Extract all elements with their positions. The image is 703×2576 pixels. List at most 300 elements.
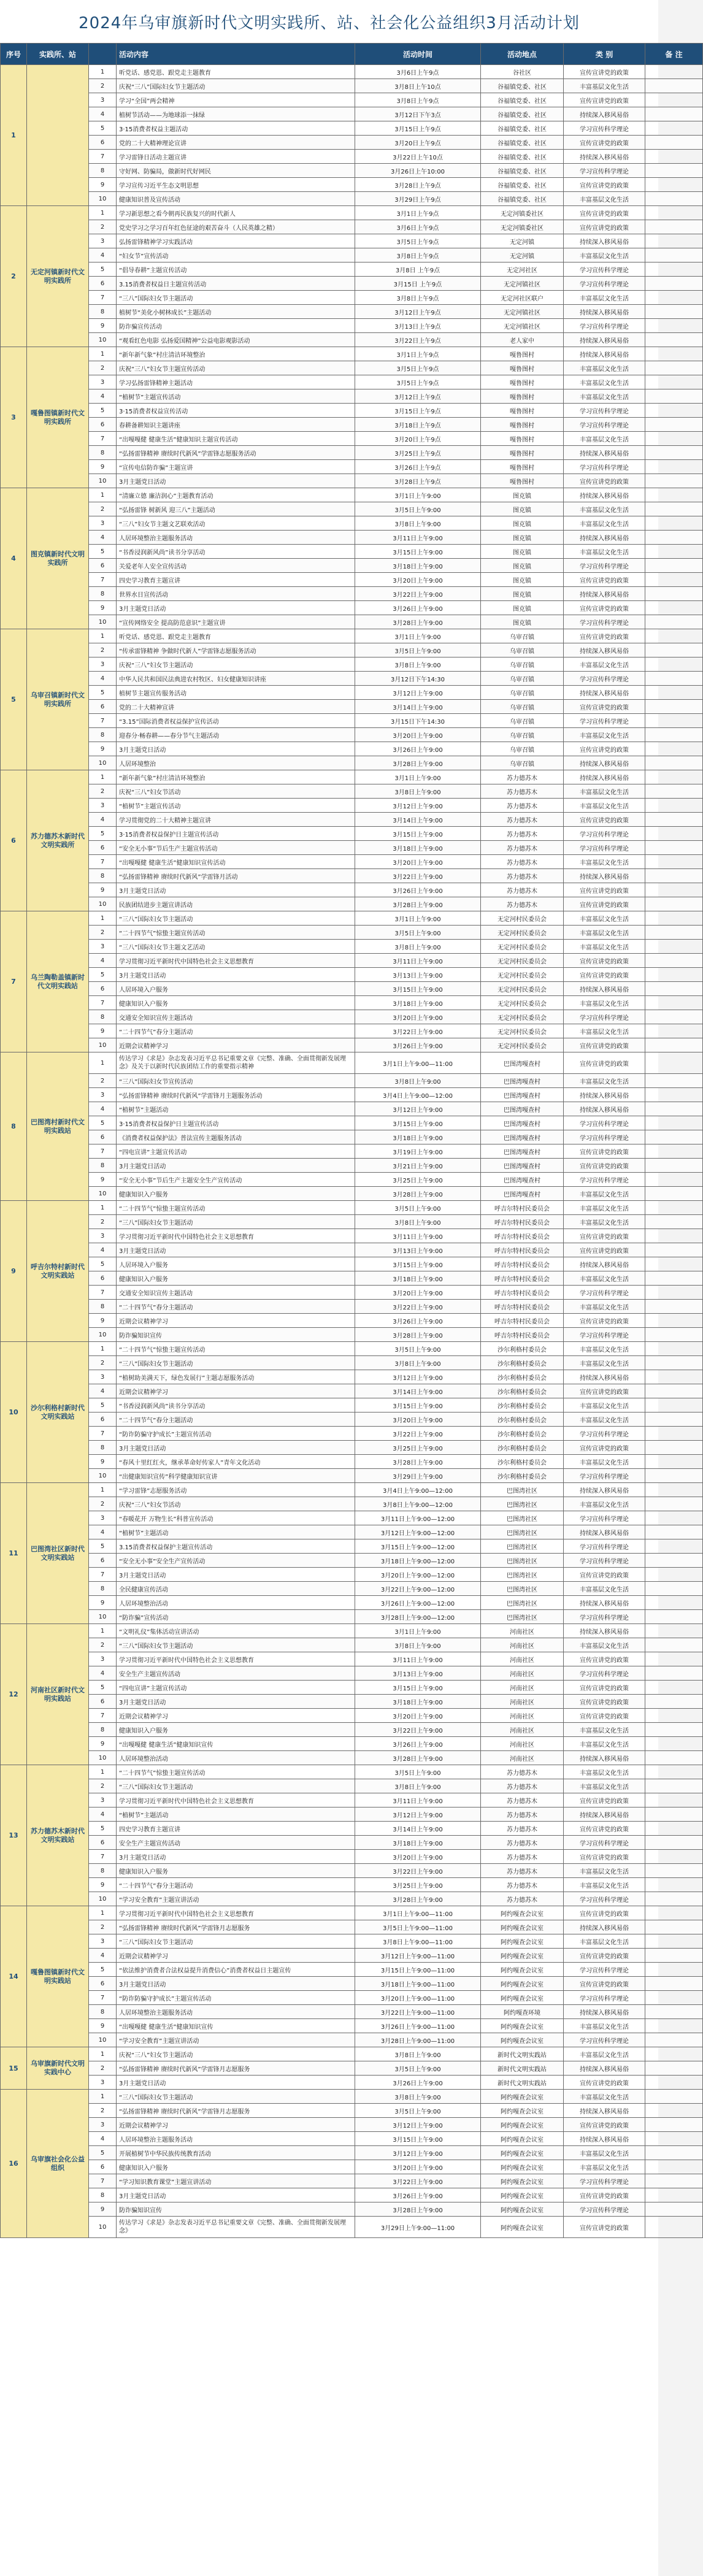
activity-place-cell: 阿约嘎查会议室 — [481, 2118, 564, 2132]
activity-time-cell: 3月20日上午9:00 — [355, 1709, 481, 1723]
activity-time-cell: 3月29日上午9:00—11:00 — [355, 2217, 481, 2238]
activity-content-cell: “弘扬雷锋 树新风 迎三八”主题活动 — [117, 502, 355, 516]
activity-time-cell: 3月22日上午9:00 — [355, 1864, 481, 1878]
row-number-cell: 7 — [89, 2174, 117, 2188]
row-number-cell: 3 — [89, 657, 117, 672]
row-number-cell: 10 — [89, 2217, 117, 2238]
activity-category-cell: 宣传宣讲党的政策 — [564, 1384, 645, 1398]
activity-note-cell — [645, 1102, 703, 1116]
activity-note-cell — [645, 474, 703, 488]
activity-content-cell: 学习贯彻习近平新时代中国特色社会主义思想教育 — [117, 1229, 355, 1243]
activity-category-cell: 持续深入移风易俗 — [564, 1624, 645, 1638]
activity-time-cell: 3月18日上午9:00 — [355, 1271, 481, 1286]
row-number-cell: 10 — [89, 474, 117, 488]
row-number-cell: 8 — [89, 305, 117, 319]
activity-place-cell: 乌审召镇 — [481, 742, 564, 756]
table-row — [1, 2188, 703, 2202]
activity-content-cell: 交通安全知识宣传主题活动 — [117, 1286, 355, 1300]
activity-time-cell: 3月15日上午9:00 — [355, 2132, 481, 2146]
table-row — [1, 1779, 703, 1793]
table-row — [1, 347, 703, 361]
activity-content-cell: 健康知识入户服务 — [117, 1271, 355, 1286]
activity-category-cell: 持续深入移风易俗 — [564, 686, 645, 700]
table-row — [1, 559, 703, 573]
table-row — [1, 813, 703, 827]
activity-note-cell — [645, 883, 703, 897]
activity-category-cell: 宣传宣讲党的政策 — [564, 1144, 645, 1159]
activity-note-cell — [645, 1469, 703, 1483]
group-station-cell: 乌兰陶勒盖镇新时代文明实践站 — [27, 911, 89, 1052]
activity-note-cell — [645, 615, 703, 629]
activity-time-cell: 3月18日上午9:00 — [355, 996, 481, 1010]
row-number-cell: 7 — [89, 1568, 117, 1582]
activity-place-cell: 乌审召镇 — [481, 714, 564, 728]
activity-category-cell: 学习宣传科学理论 — [564, 1469, 645, 1483]
table-row — [1, 1638, 703, 1652]
activity-time-cell: 3月11日上午9:00 — [355, 1229, 481, 1243]
activity-category-cell: 持续深入移风易俗 — [564, 1596, 645, 1610]
activity-category-cell: 宣传宣讲党的政策 — [564, 1243, 645, 1257]
activity-content-cell: “二十四节气”惊蛰主题宣传活动 — [117, 926, 355, 940]
activity-place-cell: 苏力德苏木 — [481, 1878, 564, 1892]
activity-content-cell: “三八”国际妇女节主题活动 — [117, 2090, 355, 2104]
activity-time-cell: 3月26日上午9点 — [355, 460, 481, 474]
activity-place-cell: 呼吉尔特村民委员会 — [481, 1328, 564, 1342]
activity-content-cell: “植树节”主题宣传活动 — [117, 389, 355, 404]
activity-place-cell: 乌审召镇 — [481, 756, 564, 770]
table-row — [1, 982, 703, 996]
activity-time-cell: 3月1日上午9:00—11:00 — [355, 1906, 481, 1920]
activity-category-cell: 学习宣传科学理论 — [564, 2033, 645, 2047]
activity-time-cell: 3月12日上午9:00 — [355, 799, 481, 813]
activity-content-cell: 学习贯彻党的二十大精神主题宣讲 — [117, 813, 355, 827]
table-row — [1, 531, 703, 545]
activity-place-cell: 嘎鲁图村 — [481, 446, 564, 460]
activity-content-cell: “三八”国际妇女节主题文艺活动 — [117, 940, 355, 954]
row-number-cell: 2 — [89, 2104, 117, 2118]
row-number-cell: 3 — [89, 799, 117, 813]
activity-category-cell: 学习宣传科学理论 — [564, 1130, 645, 1144]
row-number-cell: 1 — [89, 1342, 117, 1356]
table-row — [1, 516, 703, 531]
activity-place-cell: 巴图湾社区 — [481, 1568, 564, 1582]
row-number-cell: 7 — [89, 996, 117, 1010]
activity-time-cell: 3月28日上午9点 — [355, 178, 481, 192]
activity-place-cell: 图克镇 — [481, 502, 564, 516]
activity-content-cell: 党的二十大精神理论宣讲 — [117, 136, 355, 150]
activity-content-cell: “安全无小事”节后生产主题安全生产宣传活动 — [117, 1173, 355, 1187]
table-row — [1, 446, 703, 460]
activity-category-cell: 持续深入移风易俗 — [564, 347, 645, 361]
table-row — [1, 629, 703, 643]
row-number-cell: 9 — [89, 1024, 117, 1038]
activity-note-cell — [645, 827, 703, 841]
activity-note-cell — [645, 1215, 703, 1229]
table-row — [1, 404, 703, 418]
table-row — [1, 220, 703, 234]
row-number-cell: 2 — [89, 784, 117, 799]
activity-time-cell: 3月8日上午9:00 — [355, 1779, 481, 1793]
activity-place-cell: 苏力德苏木 — [481, 799, 564, 813]
activity-time-cell: 3月28日上午9:00 — [355, 2202, 481, 2217]
activity-place-cell: 图克镇 — [481, 531, 564, 545]
activity-time-cell: 3月12日上午9:00 — [355, 1370, 481, 1384]
activity-category-cell: 学习宣传科学理论 — [564, 460, 645, 474]
table-row — [1, 1949, 703, 1963]
row-number-cell: 4 — [89, 1102, 117, 1116]
activity-time-cell: 3月8日上午9:00 — [355, 1356, 481, 1370]
activity-category-cell: 丰富基层文化生活 — [564, 1723, 645, 1737]
activity-place-cell: 谷福镇党委、社区 — [481, 178, 564, 192]
activity-note-cell — [645, 1920, 703, 1934]
row-number-cell: 2 — [89, 220, 117, 234]
activity-category-cell: 持续深入移风易俗 — [564, 531, 645, 545]
activity-content-cell: 3月主题党日活动 — [117, 1243, 355, 1257]
table-row — [1, 1130, 703, 1144]
activity-place-cell: 巴图湾嘎查村 — [481, 1159, 564, 1173]
table-row — [1, 1024, 703, 1038]
group-station-cell: 嘎鲁图镇新时代文明实践所 — [27, 347, 89, 488]
activity-category-cell: 持续深入移风易俗 — [564, 1257, 645, 1271]
activity-content-cell: 守好网、防骗局，做新时代好网民 — [117, 164, 355, 178]
activity-content-cell: “弘扬雷锋精神 赓续时代新风”学雷锋月志愿服务 — [117, 2061, 355, 2076]
table-row — [1, 1052, 703, 1074]
activity-place-cell: 苏力德苏木 — [481, 1807, 564, 1822]
activity-time-cell: 3月13日上午9:00 — [355, 1243, 481, 1257]
row-number-cell: 10 — [89, 1610, 117, 1624]
activity-place-cell: 苏力德苏木 — [481, 1793, 564, 1807]
activity-content-cell: “宣传电信防诈骗”主题宣讲 — [117, 460, 355, 474]
activity-note-cell — [645, 531, 703, 545]
activity-note-cell — [645, 1187, 703, 1201]
activity-note-cell — [645, 319, 703, 333]
activity-time-cell: 3月22日上午9:00 — [355, 2174, 481, 2188]
activity-content-cell: 3月主题党日活动 — [117, 2076, 355, 2090]
activity-content-cell: 3.15消费者权益保护主题宣传活动 — [117, 1539, 355, 1554]
row-number-cell: 8 — [89, 2005, 117, 2019]
activity-content-cell: 3月主题党日活动 — [117, 2188, 355, 2202]
activity-time-cell: 3月12日下午3点 — [355, 107, 481, 121]
activity-place-cell: 谷福镇党委、社区 — [481, 192, 564, 206]
row-number-cell: 5 — [89, 121, 117, 136]
row-number-cell: 4 — [89, 1666, 117, 1681]
row-number-cell: 10 — [89, 1469, 117, 1483]
activity-time-cell: 3月18日上午9:00 — [355, 1695, 481, 1709]
activity-category-cell: 学习宣传科学理论 — [564, 1427, 645, 1441]
table-row — [1, 1229, 703, 1243]
activity-category-cell: 持续深入移风易俗 — [564, 770, 645, 784]
activity-category-cell: 宣传宣讲党的政策 — [564, 601, 645, 615]
activity-time-cell: 3月20日上午9:00—11:00 — [355, 1991, 481, 2005]
activity-note-cell — [645, 150, 703, 164]
activity-content-cell: 近期会议精神学习 — [117, 2118, 355, 2132]
activity-note-cell — [645, 940, 703, 954]
activity-category-cell: 持续深入移风易俗 — [564, 1920, 645, 1934]
activity-note-cell — [645, 1977, 703, 1991]
activity-note-cell — [645, 1024, 703, 1038]
activity-note-cell — [645, 1554, 703, 1568]
activity-place-cell: 嘎鲁图村 — [481, 432, 564, 446]
activity-time-cell: 3月11日上午9:00 — [355, 1652, 481, 1666]
table-row — [1, 1187, 703, 1201]
activity-note-cell — [645, 93, 703, 107]
row-number-cell: 8 — [89, 1723, 117, 1737]
activity-place-cell: 沙尔利格村委员会 — [481, 1398, 564, 1413]
activity-note-cell — [645, 1878, 703, 1892]
table-row — [1, 375, 703, 389]
activity-category-cell: 宣传宣讲党的政策 — [564, 1441, 645, 1455]
activity-content-cell: 人居环境整治主题服务活动 — [117, 2005, 355, 2019]
activity-content-cell: 3·15消费者权益保护日主题宣传活动 — [117, 1116, 355, 1130]
activity-place-cell: 图克镇 — [481, 601, 564, 615]
activity-time-cell: 3月29日上午9:00 — [355, 1469, 481, 1483]
row-number-cell: 9 — [89, 1314, 117, 1328]
table-row — [1, 1850, 703, 1864]
activity-place-cell: 无定河镇社区 — [481, 319, 564, 333]
row-number-cell: 5 — [89, 686, 117, 700]
row-number-cell: 10 — [89, 1892, 117, 1906]
activity-category-cell: 持续深入移风易俗 — [564, 1483, 645, 1497]
activity-place-cell: 苏力德苏木 — [481, 869, 564, 883]
activity-time-cell: 3月1日上午9点 — [355, 206, 481, 220]
activity-place-cell: 苏力德苏木 — [481, 827, 564, 841]
row-number-cell: 3 — [89, 234, 117, 248]
header-category: 类 别 — [564, 44, 645, 65]
activity-content-cell: 健康知识普及宣传活动 — [117, 192, 355, 206]
activity-time-cell: 3月12日上午9:00 — [355, 686, 481, 700]
activity-note-cell — [645, 1934, 703, 1949]
row-number-cell: 1 — [89, 1201, 117, 1215]
table-row — [1, 2104, 703, 2118]
table-row — [1, 2033, 703, 2047]
activity-place-cell: 无定河村民委员会 — [481, 982, 564, 996]
row-number-cell: 2 — [89, 1356, 117, 1370]
row-number-cell: 10 — [89, 333, 117, 347]
activity-content-cell: “安全无小事”安全生产宣传活动 — [117, 1554, 355, 1568]
table-row — [1, 65, 703, 79]
activity-place-cell: 苏力德苏木 — [481, 1765, 564, 1779]
table-row — [1, 799, 703, 813]
row-number-cell: 3 — [89, 1088, 117, 1102]
activity-content-cell: 3月主题党日活动 — [117, 601, 355, 615]
table-row — [1, 1271, 703, 1286]
activity-content-cell: 听党话、感党恩、跟党走主题教育 — [117, 629, 355, 643]
row-number-cell: 5 — [89, 1822, 117, 1836]
activity-time-cell: 3月18日上午9:00 — [355, 841, 481, 855]
group-seq-cell: 9 — [1, 1201, 27, 1342]
activity-category-cell: 丰富基层文化生活 — [564, 545, 645, 559]
activity-content-cell: “植树节”主题活动 — [117, 1102, 355, 1116]
activity-time-cell: 3月26日上午9:00—11:00 — [355, 2019, 481, 2033]
activity-content-cell: 安全生产主题宣传活动 — [117, 1666, 355, 1681]
activity-note-cell — [645, 1779, 703, 1793]
table-row — [1, 1243, 703, 1257]
table-row — [1, 1652, 703, 1666]
activity-place-cell: 巴图湾社区 — [481, 1582, 564, 1596]
activity-note-cell — [645, 1892, 703, 1906]
activity-content-cell: “3.15”国际消费者权益保护宣传活动 — [117, 714, 355, 728]
activity-category-cell: 丰富基层文化生活 — [564, 911, 645, 926]
activity-category-cell: 丰富基层文化生活 — [564, 1398, 645, 1413]
activity-category-cell: 丰富基层文化生活 — [564, 1779, 645, 1793]
activity-note-cell — [645, 1596, 703, 1610]
activity-note-cell — [645, 121, 703, 136]
activity-time-cell: 3月5日上午9:00 — [355, 502, 481, 516]
table-row — [1, 1116, 703, 1130]
activity-time-cell: 3月28日上午9:00—12:00 — [355, 1610, 481, 1624]
table-row — [1, 2061, 703, 2076]
activity-place-cell: 呼吉尔特村民委员会 — [481, 1229, 564, 1243]
row-number-cell: 8 — [89, 164, 117, 178]
activity-category-cell: 学习宣传科学理论 — [564, 2174, 645, 2188]
activity-time-cell: 3月22日上午9:00 — [355, 1300, 481, 1314]
activity-place-cell: 呼吉尔特村民委员会 — [481, 1314, 564, 1328]
activity-note-cell — [645, 1681, 703, 1695]
activity-place-cell: 阿约嘎查会议室 — [481, 2188, 564, 2202]
activity-content-cell: 党的二十大精神宣讲 — [117, 700, 355, 714]
activity-time-cell: 3月18日上午9:00 — [355, 1130, 481, 1144]
activity-time-cell: 3月28日上午9:00 — [355, 1892, 481, 1906]
activity-category-cell: 丰富基层文化生活 — [564, 1582, 645, 1596]
group-seq-cell: 8 — [1, 1052, 27, 1201]
activity-place-cell: 巴图湾嘎查村 — [481, 1130, 564, 1144]
row-number-cell: 3 — [89, 940, 117, 954]
activity-note-cell — [645, 1384, 703, 1398]
row-number-cell: 4 — [89, 107, 117, 121]
activity-category-cell: 学习宣传科学理论 — [564, 841, 645, 855]
activity-place-cell: 沙尔利格村委员会 — [481, 1356, 564, 1370]
activity-place-cell: 阿约嘎查会议室 — [481, 2174, 564, 2188]
activity-note-cell — [645, 1497, 703, 1511]
table-row — [1, 1906, 703, 1920]
activity-place-cell: 巴图湾嘎查村 — [481, 1144, 564, 1159]
activity-place-cell: 图克镇 — [481, 559, 564, 573]
activity-content-cell: 健康知识入户服务 — [117, 996, 355, 1010]
activity-place-cell: 巴图湾嘎查村 — [481, 1173, 564, 1187]
table-row — [1, 615, 703, 629]
table-row — [1, 1038, 703, 1052]
row-number-cell: 6 — [89, 1695, 117, 1709]
activity-note-cell — [645, 1638, 703, 1652]
table-row — [1, 784, 703, 799]
activity-time-cell: 3月20日上午9:00 — [355, 1850, 481, 1864]
activity-category-cell: 学习宣传科学理论 — [564, 1991, 645, 2005]
row-number-cell: 6 — [89, 559, 117, 573]
row-number-cell: 9 — [89, 1596, 117, 1610]
activity-content-cell: 3月主题党日活动 — [117, 1441, 355, 1455]
row-number-cell: 5 — [89, 1681, 117, 1695]
activity-category-cell: 学习宣传科学理论 — [564, 1116, 645, 1130]
table-row — [1, 178, 703, 192]
activity-time-cell: 3月22日上午9:00—11:00 — [355, 2005, 481, 2019]
activity-content-cell: “观看红色电影 弘扬爱国精神”公益电影观影活动 — [117, 333, 355, 347]
activity-time-cell: 3月8日 上午9点 — [355, 263, 481, 277]
activity-content-cell: 学习贯彻习近平新时代中国特色社会主义思想教育 — [117, 1793, 355, 1807]
table-row — [1, 1398, 703, 1413]
activity-note-cell — [645, 1370, 703, 1384]
activity-note-cell — [645, 1864, 703, 1878]
row-number-cell: 6 — [89, 1130, 117, 1144]
activity-time-cell: 3月26日上午9:00 — [355, 2188, 481, 2202]
activity-time-cell: 3月15日下午14:30 — [355, 714, 481, 728]
table-row — [1, 996, 703, 1010]
table-row — [1, 79, 703, 93]
activity-category-cell: 持续深入移风易俗 — [564, 488, 645, 502]
row-number-cell: 9 — [89, 2019, 117, 2033]
table-row — [1, 2160, 703, 2174]
row-number-cell: 9 — [89, 742, 117, 756]
activity-note-cell — [645, 714, 703, 728]
table-row — [1, 164, 703, 178]
activity-place-cell: 乌审召镇 — [481, 657, 564, 672]
activity-content-cell: 春耕备耕知识主题讲座 — [117, 418, 355, 432]
activity-note-cell — [645, 813, 703, 827]
activity-note-cell — [645, 1271, 703, 1286]
row-number-cell: 4 — [89, 531, 117, 545]
activity-category-cell: 宣传宣讲党的政策 — [564, 1568, 645, 1582]
activity-content-cell: 关爱老年人安全宣传活动 — [117, 559, 355, 573]
activity-note-cell — [645, 1963, 703, 1977]
activity-category-cell: 宣传宣讲党的政策 — [564, 2076, 645, 2090]
activity-time-cell: 3月8日上午9:00 — [355, 1215, 481, 1229]
activity-content-cell: 中华人民共和国民法典进农村牧区、妇女健康知识讲座 — [117, 672, 355, 686]
activity-category-cell: 宣传宣讲党的政策 — [564, 206, 645, 220]
activity-note-cell — [645, 1610, 703, 1624]
activity-place-cell: 新时代文明实践站 — [481, 2061, 564, 2076]
row-number-cell: 6 — [89, 1413, 117, 1427]
activity-category-cell: 学习宣传科学理论 — [564, 1963, 645, 1977]
activity-note-cell — [645, 136, 703, 150]
row-number-cell: 8 — [89, 1159, 117, 1173]
table-row — [1, 1483, 703, 1497]
row-number-cell: 4 — [89, 1384, 117, 1398]
activity-note-cell — [645, 742, 703, 756]
activity-content-cell: 学习贯彻习近平新时代中国特色社会主义思想教育 — [117, 954, 355, 968]
activity-content-cell: “清廉立德 廉洁润心”主题教育活动 — [117, 488, 355, 502]
table-row — [1, 1977, 703, 1991]
row-number-cell: 9 — [89, 1737, 117, 1751]
activity-time-cell: 3月8日上午9:00 — [355, 2090, 481, 2104]
table-row — [1, 1511, 703, 1525]
activity-content-cell: “三八”国际妇女节宣传活动 — [117, 1074, 355, 1088]
table-row — [1, 2090, 703, 2104]
activity-table — [0, 43, 703, 2238]
row-number-cell: 3 — [89, 1793, 117, 1807]
activity-time-cell: 3月14日上午9:00 — [355, 813, 481, 827]
activity-note-cell — [645, 1074, 703, 1088]
activity-content-cell: 3·15消费者权益宣传活动 — [117, 404, 355, 418]
activity-place-cell: 嘎鲁图村 — [481, 404, 564, 418]
header-content: 活动内容 — [117, 44, 355, 65]
table-row — [1, 2174, 703, 2188]
table-row — [1, 2019, 703, 2033]
activity-category-cell: 宣传宣讲党的政策 — [564, 2118, 645, 2132]
activity-time-cell: 3月12日上午9:00 — [355, 1807, 481, 1822]
activity-content-cell: “植树助美满天下，绿色发展行”主题志愿服务活动 — [117, 1370, 355, 1384]
activity-place-cell: 巴图湾嘎查村 — [481, 1052, 564, 1074]
activity-note-cell — [645, 1624, 703, 1638]
activity-note-cell — [645, 1088, 703, 1102]
activity-place-cell: 阿约嘎查会议室 — [481, 1934, 564, 1949]
table-row — [1, 1864, 703, 1878]
activity-time-cell: 3月25日上午9点 — [355, 446, 481, 460]
activity-category-cell: 丰富基层文化生活 — [564, 926, 645, 940]
row-number-cell: 1 — [89, 65, 117, 79]
row-number-cell: 4 — [89, 248, 117, 263]
row-number-cell: 8 — [89, 1582, 117, 1596]
activity-note-cell — [645, 2146, 703, 2160]
activity-time-cell: 3月25日上午9:00 — [355, 1441, 481, 1455]
